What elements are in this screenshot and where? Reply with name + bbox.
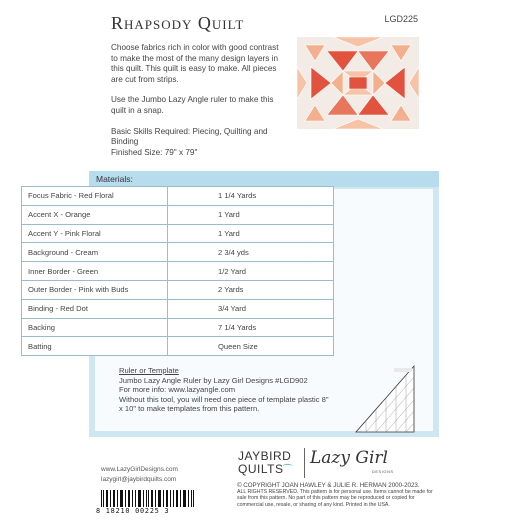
- ruler-line-3: Without this tool, you will need one piece of template plastic 8" x 10" to make templates from this pattern.: [119, 394, 329, 413]
- lazy-girl-logo-subtitle: DESIGNS: [372, 469, 394, 474]
- table-row: [22, 318, 334, 337]
- ruler-template-image: [354, 362, 416, 434]
- ruler-heading: Ruler or Template: [119, 366, 179, 375]
- material-qty: 1 Yard: [168, 224, 334, 243]
- barcode-number: 8 18210 00225 3: [96, 507, 206, 515]
- finished-size: Finished Size: 79" x 79": [111, 147, 198, 157]
- material-qty: 1 Yard: [168, 205, 334, 224]
- materials-header: [89, 171, 439, 187]
- material-name: Binding - Red Dot: [22, 299, 168, 318]
- materials-label: Materials:: [96, 174, 133, 184]
- website-link[interactable]: www.LazyGirlDesigns.com: [101, 466, 178, 473]
- intro-text: [111, 43, 283, 158]
- material-qty: 1 1/4 Yards: [168, 187, 334, 206]
- material-qty: 7 1/4 Yards: [168, 318, 334, 337]
- lazy-girl-logo: Lazy Girl: [310, 448, 388, 468]
- jaybird-logo-line-2: QUILTS⁀: [238, 462, 292, 476]
- material-qty: 3/4 Yard: [168, 299, 334, 318]
- skills-required: Basic Skills Required: Piecing, Quilting and Binding: [111, 126, 268, 147]
- bird-swoosh-icon: ⁀: [283, 465, 292, 476]
- copyright-line-2: ALL RIGHTS RESERVED. This pattern is for personal use. Items cannot be made for sale from this pattern. No part of this pattern may be reproduced or copied for commercial use, resale, or sharing of any kind. Printed in the USA.: [237, 489, 433, 508]
- material-name: Focus Fabric - Red Floral: [22, 187, 168, 206]
- pattern-title: Rhapsody Quilt: [111, 13, 245, 33]
- material-qty: 2 Yards: [168, 280, 334, 299]
- table-row: [22, 243, 334, 262]
- copyright-notice: [237, 482, 437, 508]
- jaybird-logo-line-1: JAYBIRD: [238, 449, 292, 463]
- ruler-info: [119, 366, 333, 414]
- pattern-code: LGD225: [384, 14, 418, 24]
- materials-table: [21, 186, 334, 356]
- material-qty: Queen Size: [168, 337, 334, 356]
- quilt-illustration: [297, 37, 419, 129]
- contact-info: [101, 465, 178, 485]
- material-name: Accent X - Orange: [22, 205, 168, 224]
- material-name: Backing: [22, 318, 168, 337]
- material-qty: 1/2 Yard: [168, 262, 334, 281]
- material-name: Batting: [22, 337, 168, 356]
- material-name: Accent Y - Pink Floral: [22, 224, 168, 243]
- material-name: Background - Cream: [22, 243, 168, 262]
- email-link[interactable]: lazygirl@jaybirdquilts.com: [101, 476, 177, 483]
- material-qty: 2 3/4 yds: [168, 243, 334, 262]
- copyright-line-1: © COPYRIGHT JOAN HAWLEY & JULIE R. HERMAN 2000-2023.: [237, 482, 420, 489]
- material-name: Inner Border - Green: [22, 262, 168, 281]
- table-row: [22, 299, 334, 318]
- table-row: [22, 205, 334, 224]
- table-row: [22, 224, 334, 243]
- quilt-photo: [297, 37, 419, 129]
- ruler-line-1: Jumbo Lazy Angle Ruler by Lazy Girl Designs #LGD902: [119, 375, 308, 385]
- table-row: [22, 280, 334, 299]
- material-name: Outer Border - Pink with Buds: [22, 280, 168, 299]
- ruler-line-2: For more info: www.lazyangle.com: [119, 385, 236, 394]
- intro-paragraph-1: Choose fabrics rich in color with good contrast to make the most of the many design layers in this quilt. This quilt is easy to make. All pieces are cut from strips.: [111, 43, 279, 84]
- table-row: [22, 337, 334, 356]
- intro-paragraph-2: Use the Jumbo Lazy Angle ruler to make this quilt in a snap.: [111, 95, 274, 115]
- brand-divider: [304, 448, 305, 478]
- jaybird-quilts-logo: [238, 450, 292, 477]
- table-row: [22, 262, 334, 281]
- table-row: [22, 187, 334, 206]
